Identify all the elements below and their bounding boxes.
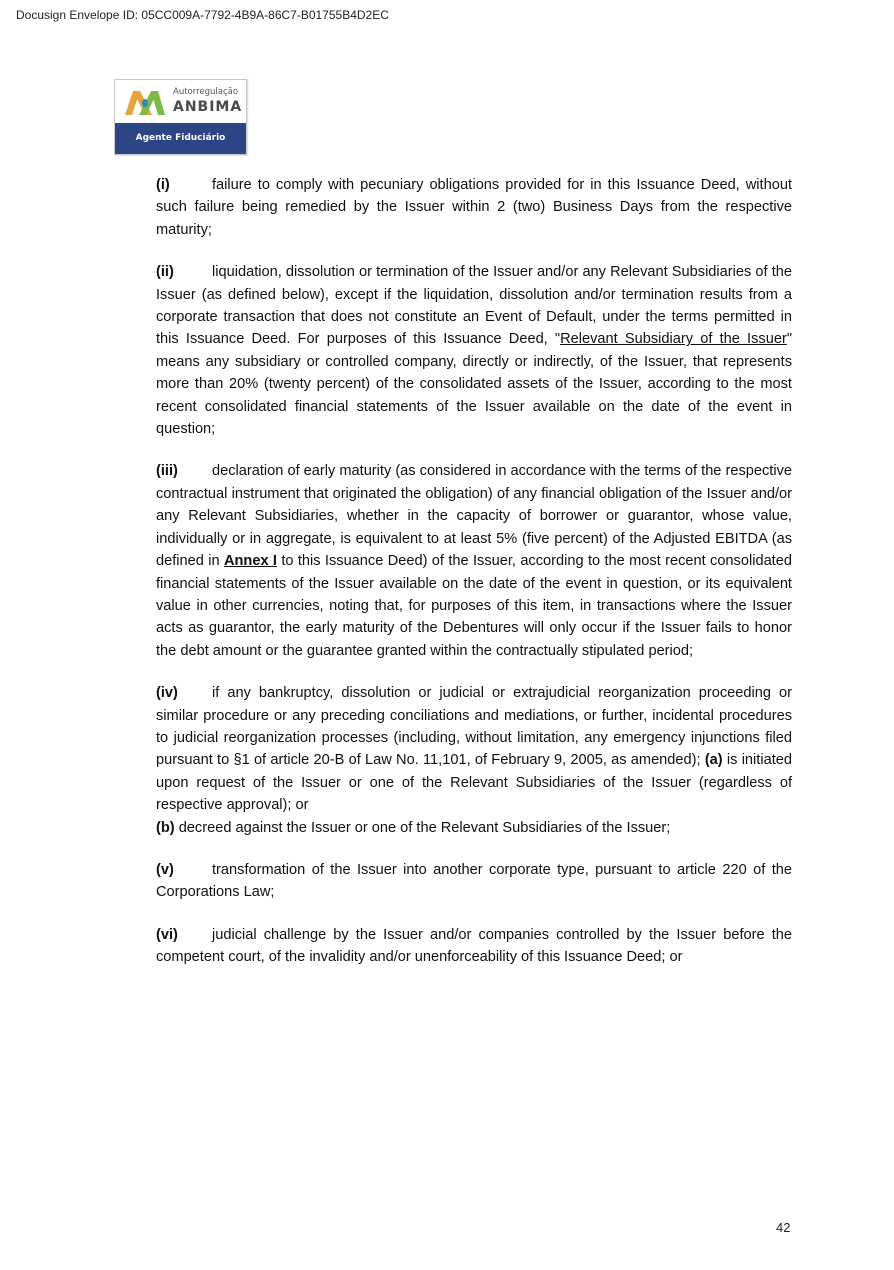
clause-ii [156,261,792,440]
clause-iii [156,460,792,662]
clause-text: liquidation, dissolution or termination of the Issuer and/or any Relevant Subsidiaries of the Issuer (as defined below), except if the liquidation, dissolution and/or termination results from a corporate transaction that does not constitute an Event of Default, under the terms permitted in this Issuance Deed. For purposes of this Issuance Deed, " [156,264,792,348]
clause-number: (ii) [156,264,174,281]
clause-text: if any bankruptcy, dissolution or judicial or extrajudicial reorganization proceeding or similar procedure or any preceding conciliations and mediations, or further, incidental procedures to judicial reorganization processes (including, without limitation, any emergency injunctions filed pursuant to §1 of article 20-B of Law No. 11,101, of February 9, 2005, as amended); [156,685,792,769]
clause-number: (i) [156,177,170,193]
annex-reference: Annex I [223,553,277,570]
clause-number: (vi) [156,926,178,943]
defined-term: Relevant Subsidiary of the Issuer [560,331,787,348]
clause-text: declaration of early maturity (as considered in accordance with the terms of the respective contractual instrument that originated the obligation) of any financial obligation of the Issuer and/or any Relevant Subsidiaries, whether in the capacity of borrower or guarantor, whose value, individually or in aggregate, is equivalent to at least 5% (five percent) of the Adjusted EBITDA (as defined in [156,463,792,570]
clause-text: transformation of the Issuer into another corporate type, pursuant to article 220 of the Corporations Law; [156,861,792,901]
clause-v [156,859,792,904]
sub-item-label: (b) [156,819,175,836]
clause-text: " means any subsidiary or controlled company, directly or indirectly, of the Issuer, that represents more than 20% (twenty percent) of the consolidated assets of the Issuer, according to the most recent consolidated financial statements of the Issuer available on the date of the event in question; [156,331,792,438]
logo-name: ANBIMA [173,99,243,115]
clause-text: to this Issuance Deed) of the Issuer, according to the most recent consolidated financial statements of the Issuer available on the date of the event in question, or its equivalent value in other currencies, noting that, for purposes of this item, in transactions where the Issuer acts as guarantor, the early maturity of the Debentures will only occur if the Issuer fails to honor the debt amount or the guarantee granted within the contractually stipulated period; [156,553,792,659]
clause-number: (iv) [156,685,178,702]
clause-text: judicial challenge by the Issuer and/or companies controlled by the Issuer before the competent court, of the invalidity and/or unenforceability of this Issuance Deed; or [156,926,792,966]
clause-iv [156,682,792,839]
sub-item-text: is initiated upon request of the Issuer or one of the Relevant Subsidiaries of the Issuer (regardless of respective approval); or [156,752,792,814]
anbima-mark-icon [125,89,165,117]
clause-number: (iii) [156,463,178,480]
clause-vi [156,924,792,969]
logo-top [115,80,246,124]
logo-subtitle: Autorregulação [173,87,239,97]
logo-badge: Agente Fiduciário [115,123,246,154]
clause-i [156,174,792,241]
anbima-logo [114,79,247,155]
clause-text: failure to comply with pecuniary obligations provided for in this Issuance Deed, without such failure being remedied by the Issuer within 2 (two) Business Days from the respective maturity; [156,177,792,238]
sub-item-text: decreed against the Issuer or one of the Relevant Subsidiaries of the Issuer; [174,819,671,836]
document-body [156,174,792,989]
page-number: 42 [776,1220,791,1235]
sub-item-label: (a) [704,752,723,769]
clause-number: (v) [156,861,174,878]
docusign-envelope-id: Docusign Envelope ID: 05CC009A-7792-4B9A-86C7-B01755B4D2EC [16,8,389,22]
